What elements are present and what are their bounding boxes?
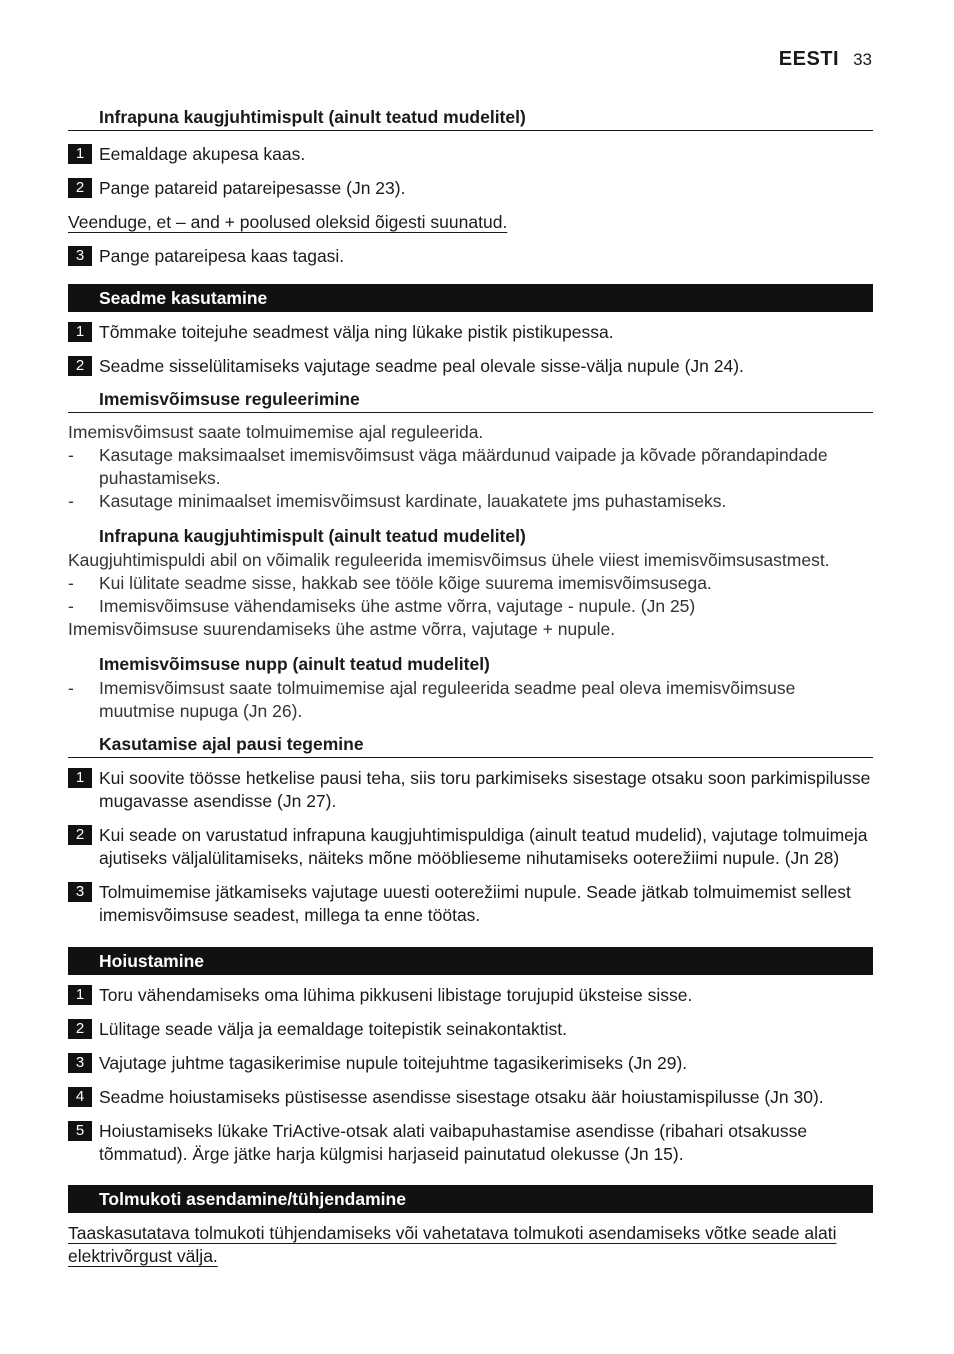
section-heading-remote-suction: Infrapuna kaugjuhtimispult (ainult teatud mudelitel) — [99, 526, 526, 546]
step-item — [68, 143, 873, 166]
bullet-item: - Kasutage maksimaalset imemisvõimsust väga määrdunud vaipade ja kõvade põrandapindade puhastamiseks. — [68, 444, 873, 490]
step-number: 3 — [68, 1053, 92, 1073]
step-number: 2 — [68, 825, 92, 845]
step-text: Kui seade on varustatud infrapuna kaugjuhtimispuldiga (ainult teatud mudelid), vajutage tolmuimeja ajutiseks väljalülitamiseks, näiteks mõne mööblieseme nihutamiseks ooterežiimi nupule. (Jn 28) — [99, 825, 868, 868]
step-text: Toru vähendamiseks oma lühima pikkuseni libistage torujupid üksteise sisse. — [99, 985, 693, 1005]
section-heading-remote: Infrapuna kaugjuhtimispult (ainult teatud mudelitel) — [68, 104, 873, 131]
bullet-item: - Imemisvõimsust saate tolmuimemise ajal reguleerida seadme peal oleva imemisvõimsuse muutmise nupuga (Jn 26). — [68, 677, 873, 723]
step-number: 3 — [68, 882, 92, 902]
step-item — [68, 1120, 873, 1166]
step-number: 4 — [68, 1087, 92, 1107]
section-bar-storage: Hoiustamine — [68, 947, 873, 975]
section-heading-suction-knob: Imemisvõimsuse nupp (ainult teatud mudelitel) — [99, 654, 490, 674]
step-text: Vajutage juhtme tagasikerimise nupule toitejuhtme tagasikerimiseks (Jn 29). — [99, 1053, 688, 1073]
section-bar-dustbag: Tolmukoti asendamine/tühjendamine — [68, 1185, 873, 1213]
step-text: Seadme sisselülitamiseks vajutage seadme peal olevale sisse-välja nupule (Jn 24). — [99, 356, 744, 376]
step-text: Pange patareid patareipesasse (Jn 23). — [99, 178, 406, 198]
step-text: Hoiustamiseks lükake TriActive-otsak alati vaibapuhastamise asendisse (ribahari otsakusse tõmmatud). Ärge jätke harja külgmisi harjaseid painutatud olekusse (Jn 15). — [99, 1121, 808, 1164]
bullet-item: - Kasutage minimaalset imemisvõimsust kardinate, lauakatete jms puhastamiseks. — [68, 490, 873, 513]
step-text: Tolmuimemise jätkamiseks vajutage uuesti ooterežiimi nupule. Seade jätkab tolmuimemist sellest imemisvõimsuse seadest, millega ta enne töötas. — [99, 882, 851, 925]
step-number: 1 — [68, 322, 92, 342]
step-number: 2 — [68, 1019, 92, 1039]
step-number: 1 — [68, 985, 92, 1005]
language-label: EESTI — [778, 48, 840, 70]
bullet-text: Kasutage maksimaalset imemisvõimsust väga määrdunud vaipade ja kõvade põrandapindade puhastamiseks. — [99, 445, 828, 488]
step-item — [68, 321, 873, 344]
remote-outro: Imemisvõimsuse suurendamiseks ühe astme võrra, vajutage + nupule. — [68, 619, 616, 639]
step-item — [68, 177, 873, 200]
remote-intro: Kaugjuhtimispuldi abil on võimalik reguleerida imemisvõimsus ühele viiest imemisvõimsusastmest. — [68, 550, 830, 570]
step-item — [68, 245, 873, 268]
step-text: Tõmmake toitejuhe seadmest välja ning lükake pistik pistikupessa. — [99, 322, 614, 342]
bullet-text: Imemisvõimsust saate tolmuimemise ajal reguleerida seadme peal oleva imemisvõimsuse muutmise nupuga (Jn 26). — [99, 678, 796, 721]
step-number: 2 — [68, 178, 92, 198]
step-item — [68, 1052, 873, 1075]
step-number: 5 — [68, 1121, 92, 1141]
step-item — [68, 355, 873, 378]
step-item — [68, 824, 873, 870]
bullet-text: Imemisvõimsuse vähendamiseks ühe astme võrra, vajutage - nupule. (Jn 25) — [99, 596, 696, 616]
bullet-item: - Imemisvõimsuse vähendamiseks ühe astme võrra, vajutage - nupule. (Jn 25) — [68, 595, 873, 618]
step-item — [68, 881, 873, 927]
step-number: 2 — [68, 356, 92, 376]
section-heading-suction: Imemisvõimsuse reguleerimine — [68, 386, 873, 413]
bullet-text: Kasutage minimaalset imemisvõimsust kardinate, lauakatete jms puhastamiseks. — [99, 491, 727, 511]
bullet-text: Kui lülitate seadme sisse, hakkab see tööle kõige suurema imemisvõimsusega. — [99, 573, 712, 593]
step-item — [68, 984, 873, 1007]
step-text: Seadme hoiustamiseks püstisesse asendisse sisestage otsaku äär hoiustamispilusse (Jn 30). — [99, 1087, 824, 1107]
section-heading-pause: Kasutamise ajal pausi tegemine — [68, 731, 873, 758]
step-number: 1 — [68, 144, 92, 164]
page-content — [68, 104, 873, 1268]
step-item — [68, 1086, 873, 1109]
step-item — [68, 767, 873, 813]
step-item — [68, 1018, 873, 1041]
dustbag-note: Taaskasutatava tolmukoti tühjendamiseks või vahetatava tolmukoti asendamiseks võtke seade alati elektrivõrgust välja. — [68, 1223, 837, 1266]
polarity-note: Veenduge, et – and + poolused oleksid õigesti suunatud. — [68, 212, 508, 232]
page-header — [779, 48, 872, 71]
suction-intro: Imemisvõimsust saate tolmuimemise ajal reguleerida. — [68, 422, 484, 442]
bullet-item: - Kui lülitate seadme sisse, hakkab see tööle kõige suurema imemisvõimsusega. — [68, 572, 873, 595]
step-number: 1 — [68, 768, 92, 788]
step-number: 3 — [68, 246, 92, 266]
step-text: Kui soovite töösse hetkelise pausi teha, siis toru parkimiseks sisestage otsaku soon parkimispilusse mugavasse asendisse (Jn 27). — [99, 768, 871, 811]
step-text: Pange patareipesa kaas tagasi. — [99, 246, 345, 266]
step-text: Eemaldage akupesa kaas. — [99, 144, 306, 164]
step-text: Lülitage seade välja ja eemaldage toitepistik seinakontaktist. — [99, 1019, 567, 1039]
section-bar-usage: Seadme kasutamine — [68, 284, 873, 312]
page-number: 33 — [853, 50, 872, 69]
